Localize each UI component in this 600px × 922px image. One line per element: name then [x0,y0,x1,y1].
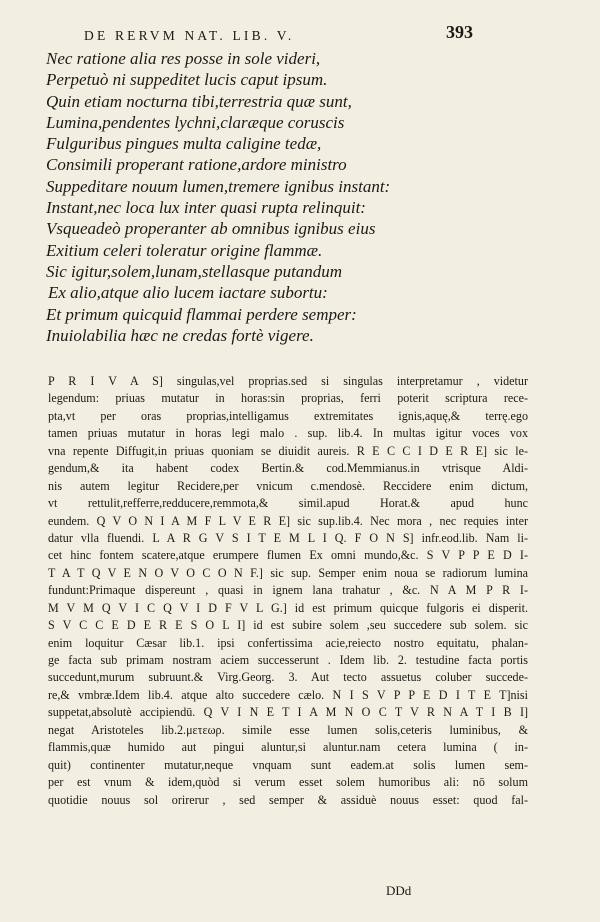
verse-line: Inuiolabilia hæc ne credas fortè vigere. [46,325,314,345]
commentary-block [48,373,528,809]
commentary-line: fundunt:Primaque dispereunt , quasi in ignem lana trahatur , &c. N A M P R I- [48,583,528,598]
verse-line: Et primum quicquid flammai perdere semper: [46,304,357,324]
commentary-line: succedunt,murum subruunt.& Virg.Georg. 3. Aut tecto assuetus coluber succede- [48,670,528,685]
commentary-line: ge facta sub primam nostram aciem successerunt . Idem lib. 2. testudine facta portis [48,653,528,667]
commentary-line: cet hinc fontem scatere,atque erumpere flumen Ex omni mundo,&c. S V P P E D I- [48,548,528,563]
commentary-line: quit) continenter mutatur,neque vnquam sunt eadem.at solis lumen sem- [48,757,528,772]
commentary-line: flammis,quæ humido aut pingui aluntur,si aluntur.nam cetera lumina ( in- [48,740,528,755]
commentary-line: vna repente Diffugit,in priuas quoniam se diuidit aureis. R E C C I D E R E] sic le- [48,443,528,458]
verse-line: Vsqueadeò properanter ab omnibus ignibus eius [46,219,376,239]
commentary-line: pta,vt per oras proprias,intelligamus extremitates ignis,aquę,& terrę.ego [48,408,528,423]
verse-line: Lumina,pendentes lychni,claræque coruscis [46,112,345,132]
verse-line: Quin etiam nocturna tibi,terrestria quæ sunt, [46,91,352,111]
commentary-line: suppetat,absolutè accipiendū. Q V I N E T I A M N O C T V R N A T I B I] [48,705,528,720]
commentary-line: P R I V A S] singulas,vel proprias.sed si singulas interpretamur , videtur [48,374,528,388]
verse-line: Exitium celeri toleratur origine flammæ. [46,240,323,260]
running-header [84,22,524,46]
commentary-line: legendum: priuas mutatur in horas:sin proprias, ferri poterit scriptura rece- [48,391,528,406]
commentary-line: S V C C E D E R E S O L I] id est subire solem ,seu succedere sub solem. sic [48,618,528,633]
commentary-line: per est vnum & idem,quòd si verum esset solem humoribus ali: nō solum [48,775,528,790]
verse-line: Consimili properant ratione,ardore ministro [46,155,347,175]
commentary-line: T A T Q V E N O V O C O N F.] sic sup. Semper enim noua se radiorum lumina [48,565,528,580]
commentary-line: gendum,& ita habent codex Bertin.& cod.Memmianus.in vtrisque Aldi- [48,461,528,476]
commentary-line: enim loquitur Cæsar lib.1. ipsi confertissima acie,reiecto nostro equitatu, phalan- [48,635,528,650]
verse-line: Nec ratione alia res posse in sole videri, [46,49,321,68]
running-title: DE RERVM NAT. LIB. V. [84,28,295,43]
commentary-line: tamen priuas mutatur in horas legi malo . sup. lib.4. In multas igitur voces vox [48,426,528,441]
verse-line: Fulguribus pingues multa caligine tedæ, [46,134,322,154]
signature-mark: DDd [386,883,412,898]
commentary-line: vt rettulit,refferre,redducere,remmota,& simil.apud Horat.& apud hunc [48,496,528,511]
verse-line: Suppeditare nouum lumen,tremere ignibus instant: [46,176,391,196]
commentary-line: M V M Q V I C Q V I D F V L G.] id est primum quicque fulgoris ei disperit. [48,600,528,615]
verse-line: Instant,nec loca lux inter quasi rupta relinquit: [46,198,366,218]
commentary-line: datur vlla fluendi. L A R G V S I T E M L I Q. F O N S] infr.eod.lib. Nam li- [48,530,528,545]
commentary-line: quotidie nouus sol orirerur , sed semper & assiduè nouus esset: quod fal- [48,792,528,807]
commentary-line: nis autem legitur Recidere,per vnicum c.mendosè. Reccidere enim dictum, [48,478,528,493]
commentary-line: re,& vmbræ.Idem lib.4. atque alto succedere cælo. N I S V P P E D I T E T]nisi [48,687,528,702]
verse-line: Perpetuò ni suppeditet lucis caput ipsum. [46,70,328,90]
commentary-line: eundem. Q V O N I A M F L V E R E] sic sup.lib.4. Nec mora , nec requies inter [48,513,528,528]
page-number: 393 [446,22,473,42]
commentary-line: negat Aristoteles lib.2.μετεωρ. simile esse lumen solis,ceteris luminibus, & [48,722,528,737]
verse-line: Sic igitur,solem,lunam,stellasque putandum [46,261,343,281]
verse-line: Ex alio,atque alio lucem iactare subortu: [48,283,328,303]
verse-block [46,48,466,346]
